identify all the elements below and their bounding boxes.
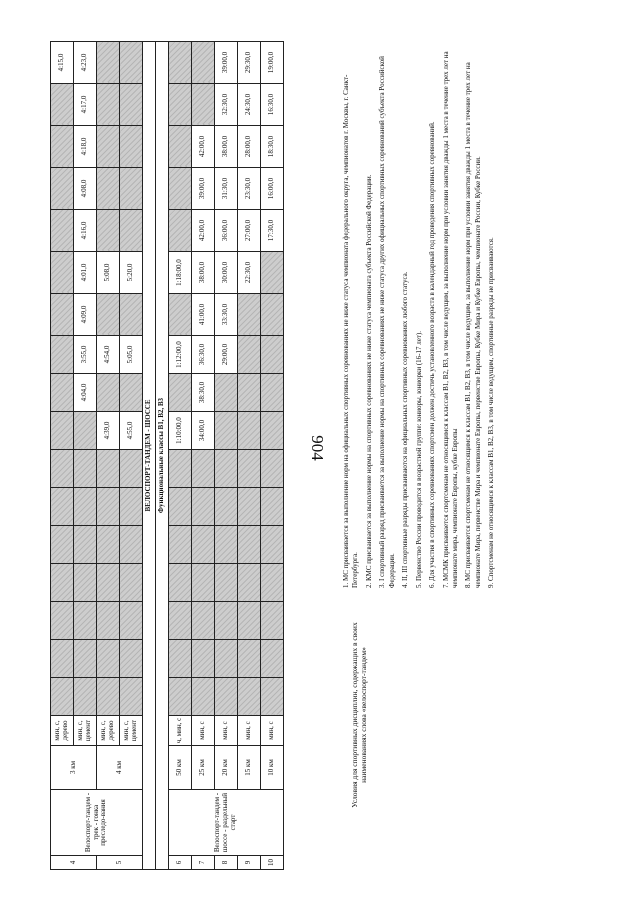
row-number: 9 bbox=[238, 856, 261, 870]
value-cell: 30:00,0 bbox=[215, 252, 238, 294]
value-cell bbox=[120, 602, 143, 640]
note-item: 1. МС присваивается за выполнение норм на официальных спортивных соревнованиях не ниже статуса чемпионата федерального округа, чемпионатов г. Москвы, г. Санкт-Петербурга. bbox=[342, 74, 360, 588]
value-cell bbox=[169, 526, 192, 564]
value-cell bbox=[215, 678, 238, 716]
value-cell bbox=[238, 640, 261, 678]
value-cell: 38:00,0 bbox=[192, 252, 215, 294]
value-cell: 4:18,0 bbox=[74, 126, 97, 168]
value-cell bbox=[97, 42, 120, 84]
value-cell bbox=[215, 640, 238, 678]
value-cell bbox=[97, 210, 120, 252]
section-subtitle-row bbox=[156, 42, 169, 870]
value-cell: 5:08,0 bbox=[97, 252, 120, 294]
section-title-row bbox=[143, 42, 156, 870]
value-cell bbox=[74, 678, 97, 716]
value-cell: 34:00,0 bbox=[192, 412, 215, 450]
value-cell bbox=[169, 42, 192, 84]
value-cell bbox=[120, 526, 143, 564]
value-cell: 38:00,0 bbox=[215, 126, 238, 168]
unit-cell: мин, с, дерево bbox=[51, 716, 74, 746]
table-row bbox=[215, 42, 238, 870]
value-cell: 4:23,0 bbox=[74, 42, 97, 84]
value-cell: 5:05,0 bbox=[120, 336, 143, 374]
value-cell: 16:00,0 bbox=[261, 168, 284, 210]
value-cell bbox=[51, 84, 74, 126]
value-cell bbox=[215, 564, 238, 602]
value-cell bbox=[51, 450, 74, 488]
discipline-cell: Велоспорт-тандем - трек - гонка преследо-вания bbox=[51, 790, 143, 856]
value-cell bbox=[261, 450, 284, 488]
value-cell bbox=[169, 640, 192, 678]
note-item: 5. Первенство России проводится в возрастной группе: юниоры, юниорки (16-17 лет). bbox=[414, 331, 423, 588]
value-cell bbox=[169, 488, 192, 526]
table-row bbox=[261, 42, 284, 870]
value-cell: 19:00,0 bbox=[261, 42, 284, 84]
value-cell bbox=[51, 126, 74, 168]
value-cell: 42:00,0 bbox=[192, 126, 215, 168]
value-cell: 1:18:00,0 bbox=[169, 252, 192, 294]
unit-cell: мин, с, цемент bbox=[74, 716, 97, 746]
value-cell bbox=[74, 488, 97, 526]
note-item: 9. Спортсменам не относящимся к классам В1, В2, В3, в том числе ведущим, спортивные разряды не присваиваются. bbox=[487, 237, 496, 588]
value-cell: 1:12:00,0 bbox=[169, 336, 192, 374]
value-cell bbox=[261, 294, 284, 336]
distance-cell: 25 км bbox=[192, 746, 215, 790]
table-row bbox=[238, 42, 261, 870]
value-cell bbox=[120, 678, 143, 716]
value-cell bbox=[192, 488, 215, 526]
value-cell: 4:54,0 bbox=[97, 336, 120, 374]
row-number: 7 bbox=[192, 856, 215, 870]
value-cell bbox=[120, 84, 143, 126]
value-cell bbox=[215, 450, 238, 488]
value-cell bbox=[97, 450, 120, 488]
value-cell: 1:10:00,0 bbox=[169, 412, 192, 450]
value-cell bbox=[120, 640, 143, 678]
table-row bbox=[192, 42, 215, 870]
value-cell: 4:09,0 bbox=[74, 294, 97, 336]
value-cell bbox=[169, 374, 192, 412]
value-cell bbox=[169, 210, 192, 252]
note-item: 4. II, III спортивные разряды присваиваются на официальных спортивных соревнованиях любого статуса. bbox=[401, 271, 410, 588]
value-cell bbox=[74, 526, 97, 564]
value-cell bbox=[51, 294, 74, 336]
value-cell: 4:04,0 bbox=[74, 374, 97, 412]
value-cell bbox=[238, 294, 261, 336]
value-cell bbox=[51, 602, 74, 640]
rotated-table-area bbox=[50, 40, 570, 870]
value-cell bbox=[192, 640, 215, 678]
value-cell bbox=[169, 564, 192, 602]
value-cell: 4:17,0 bbox=[74, 84, 97, 126]
table-row bbox=[51, 42, 74, 870]
value-cell bbox=[238, 564, 261, 602]
page-number: 904 bbox=[307, 435, 327, 461]
value-cell bbox=[238, 602, 261, 640]
distance-cell: 3 км bbox=[51, 746, 97, 790]
value-cell bbox=[120, 294, 143, 336]
value-cell bbox=[51, 564, 74, 602]
value-cell bbox=[238, 678, 261, 716]
table-row bbox=[120, 42, 143, 870]
value-cell: 36:00,0 bbox=[215, 210, 238, 252]
value-cell bbox=[238, 374, 261, 412]
value-cell bbox=[51, 210, 74, 252]
value-cell bbox=[51, 412, 74, 450]
value-cell bbox=[97, 564, 120, 602]
value-cell bbox=[74, 450, 97, 488]
value-cell: 24:30,0 bbox=[238, 84, 261, 126]
unit-cell: мин, с bbox=[215, 716, 238, 746]
value-cell: 4:39,0 bbox=[97, 412, 120, 450]
value-cell: 31:30,0 bbox=[215, 168, 238, 210]
value-cell bbox=[215, 374, 238, 412]
value-cell: 17:30,0 bbox=[261, 210, 284, 252]
value-cell bbox=[261, 678, 284, 716]
value-cell bbox=[51, 168, 74, 210]
norms-table bbox=[50, 41, 284, 870]
row-number: 8 bbox=[215, 856, 238, 870]
value-cell bbox=[120, 210, 143, 252]
value-cell bbox=[97, 602, 120, 640]
row-number: 10 bbox=[261, 856, 284, 870]
value-cell bbox=[74, 602, 97, 640]
value-cell: 32:30,0 bbox=[215, 84, 238, 126]
section-title: ВЕЛОСПОРТ-ТАНДЕМ - ШОССЕ bbox=[143, 42, 156, 870]
value-cell: 36:30,0 bbox=[192, 336, 215, 374]
distance-cell: 4 км bbox=[97, 746, 143, 790]
value-cell bbox=[238, 412, 261, 450]
unit-cell: мин, с bbox=[238, 716, 261, 746]
value-cell bbox=[192, 564, 215, 602]
value-cell bbox=[97, 374, 120, 412]
value-cell bbox=[261, 336, 284, 374]
note-item: 3. I спортивный разряд присваивается за выполнение нормы на спортивных соревнованиях не ниже статуса других официальных спортивных соревнований субъекта Российской Федерации. bbox=[378, 56, 396, 588]
value-cell bbox=[97, 294, 120, 336]
value-cell bbox=[74, 564, 97, 602]
unit-cell: мин, с bbox=[192, 716, 215, 746]
value-cell bbox=[120, 168, 143, 210]
distance-cell: 15 км bbox=[238, 746, 261, 790]
value-cell: 41:00,0 bbox=[192, 294, 215, 336]
value-cell bbox=[215, 526, 238, 564]
value-cell bbox=[169, 678, 192, 716]
note-item: 6. Для участия в спортивных соревнованиях спортсмен должен достичь установленного возраста в календарный год проведения спортивных соревнований. bbox=[428, 121, 437, 588]
value-cell: 5:20,0 bbox=[120, 252, 143, 294]
value-cell: 39:00,0 bbox=[192, 168, 215, 210]
value-cell: 4:01,0 bbox=[74, 252, 97, 294]
table-row bbox=[97, 42, 120, 870]
value-cell bbox=[51, 336, 74, 374]
value-cell bbox=[261, 412, 284, 450]
value-cell: 4:16,0 bbox=[74, 210, 97, 252]
value-cell bbox=[120, 488, 143, 526]
unit-cell: мин, с bbox=[261, 716, 284, 746]
note-item: 7. МСМК присваивается спортсменам не относящимся к классам В1, В2, В3, в том числе ведущим, за выполнение норм при условии занятия дважды 1 места в течение трех лет на чемпионате мира, чемпионате Европы, кубке Европы bbox=[441, 51, 459, 588]
value-cell: 29:00,0 bbox=[215, 336, 238, 374]
value-cell bbox=[51, 374, 74, 412]
value-cell bbox=[215, 412, 238, 450]
value-cell bbox=[74, 412, 97, 450]
value-cell bbox=[192, 526, 215, 564]
distance-cell: 20 км bbox=[215, 746, 238, 790]
value-cell bbox=[192, 450, 215, 488]
value-cell bbox=[120, 564, 143, 602]
discipline-cell: Велоспорт-тандем - шоссе - раздельный старт bbox=[169, 790, 284, 856]
value-cell bbox=[261, 374, 284, 412]
unit-cell: ч, мин, с bbox=[169, 716, 192, 746]
value-cell bbox=[192, 84, 215, 126]
value-cell bbox=[97, 640, 120, 678]
value-cell: 29:30,0 bbox=[238, 42, 261, 84]
unit-cell: мин, с, цемент bbox=[120, 716, 143, 746]
value-cell bbox=[261, 252, 284, 294]
value-cell bbox=[120, 126, 143, 168]
value-cell bbox=[192, 602, 215, 640]
value-cell bbox=[261, 488, 284, 526]
value-cell bbox=[169, 126, 192, 168]
value-cell bbox=[238, 526, 261, 564]
note-item: 2. КМС присваивается за выполнение нормы на спортивных соревнованиях не ниже статуса чемпионата субъекта Российской Федерации. bbox=[364, 174, 373, 588]
value-cell: 4:55,0 bbox=[120, 412, 143, 450]
value-cell bbox=[261, 640, 284, 678]
value-cell bbox=[51, 640, 74, 678]
row-number: 6 bbox=[169, 856, 192, 870]
unit-cell: мин, с, дерево bbox=[97, 716, 120, 746]
conditions-label: Условия для спортивных дисциплин, содержащих в своих наименованиях слова «велоспорт-тандем» bbox=[350, 622, 368, 808]
value-cell: 18:30,0 bbox=[261, 126, 284, 168]
value-cell bbox=[261, 526, 284, 564]
note-item: 8. МС присваивается спортсменам не относящимся к классам В1, В2, В3, в том числе ведущим, за выполнение норм при условии занятия дважды 1 места в течение трех лет на чемпионате Мира, первенстве Мира и чемпионате Европы, первенстве Европы, Кубке Мира и Кубке Европы, чемпионате России, Кубке России. bbox=[464, 62, 482, 588]
value-cell: 4:15,0 bbox=[51, 42, 74, 84]
table-row bbox=[169, 42, 192, 870]
value-cell bbox=[51, 488, 74, 526]
value-cell bbox=[97, 488, 120, 526]
value-cell: 38:30,0 bbox=[192, 374, 215, 412]
value-cell bbox=[215, 488, 238, 526]
value-cell: 27:00,0 bbox=[238, 210, 261, 252]
value-cell bbox=[169, 294, 192, 336]
value-cell bbox=[169, 168, 192, 210]
value-cell bbox=[74, 640, 97, 678]
value-cell bbox=[51, 526, 74, 564]
value-cell: 33:30,0 bbox=[215, 294, 238, 336]
table-row bbox=[74, 42, 97, 870]
value-cell bbox=[120, 42, 143, 84]
value-cell bbox=[238, 450, 261, 488]
value-cell bbox=[192, 42, 215, 84]
value-cell bbox=[169, 84, 192, 126]
value-cell: 3:55,0 bbox=[74, 336, 97, 374]
value-cell bbox=[261, 564, 284, 602]
value-cell: 42:00,0 bbox=[192, 210, 215, 252]
value-cell: 4:08,0 bbox=[74, 168, 97, 210]
value-cell bbox=[192, 678, 215, 716]
row-number: 5 bbox=[97, 856, 143, 870]
value-cell: 22:30,0 bbox=[238, 252, 261, 294]
row-number: 4 bbox=[51, 856, 97, 870]
value-cell bbox=[120, 374, 143, 412]
value-cell bbox=[97, 84, 120, 126]
value-cell: 28:00,0 bbox=[238, 126, 261, 168]
distance-cell: 50 км bbox=[169, 746, 192, 790]
value-cell bbox=[120, 450, 143, 488]
value-cell bbox=[169, 602, 192, 640]
value-cell bbox=[238, 336, 261, 374]
value-cell: 16:30,0 bbox=[261, 84, 284, 126]
value-cell bbox=[169, 450, 192, 488]
value-cell bbox=[238, 488, 261, 526]
value-cell bbox=[97, 126, 120, 168]
value-cell bbox=[215, 602, 238, 640]
value-cell bbox=[97, 168, 120, 210]
value-cell: 39:00,0 bbox=[215, 42, 238, 84]
value-cell bbox=[97, 678, 120, 716]
section-subtitle: Функциональные классы В1, В2, В3 bbox=[156, 42, 169, 870]
value-cell bbox=[51, 678, 74, 716]
value-cell bbox=[261, 602, 284, 640]
value-cell: 23:30,0 bbox=[238, 168, 261, 210]
value-cell bbox=[97, 526, 120, 564]
distance-cell: 10 км bbox=[261, 746, 284, 790]
value-cell bbox=[51, 252, 74, 294]
